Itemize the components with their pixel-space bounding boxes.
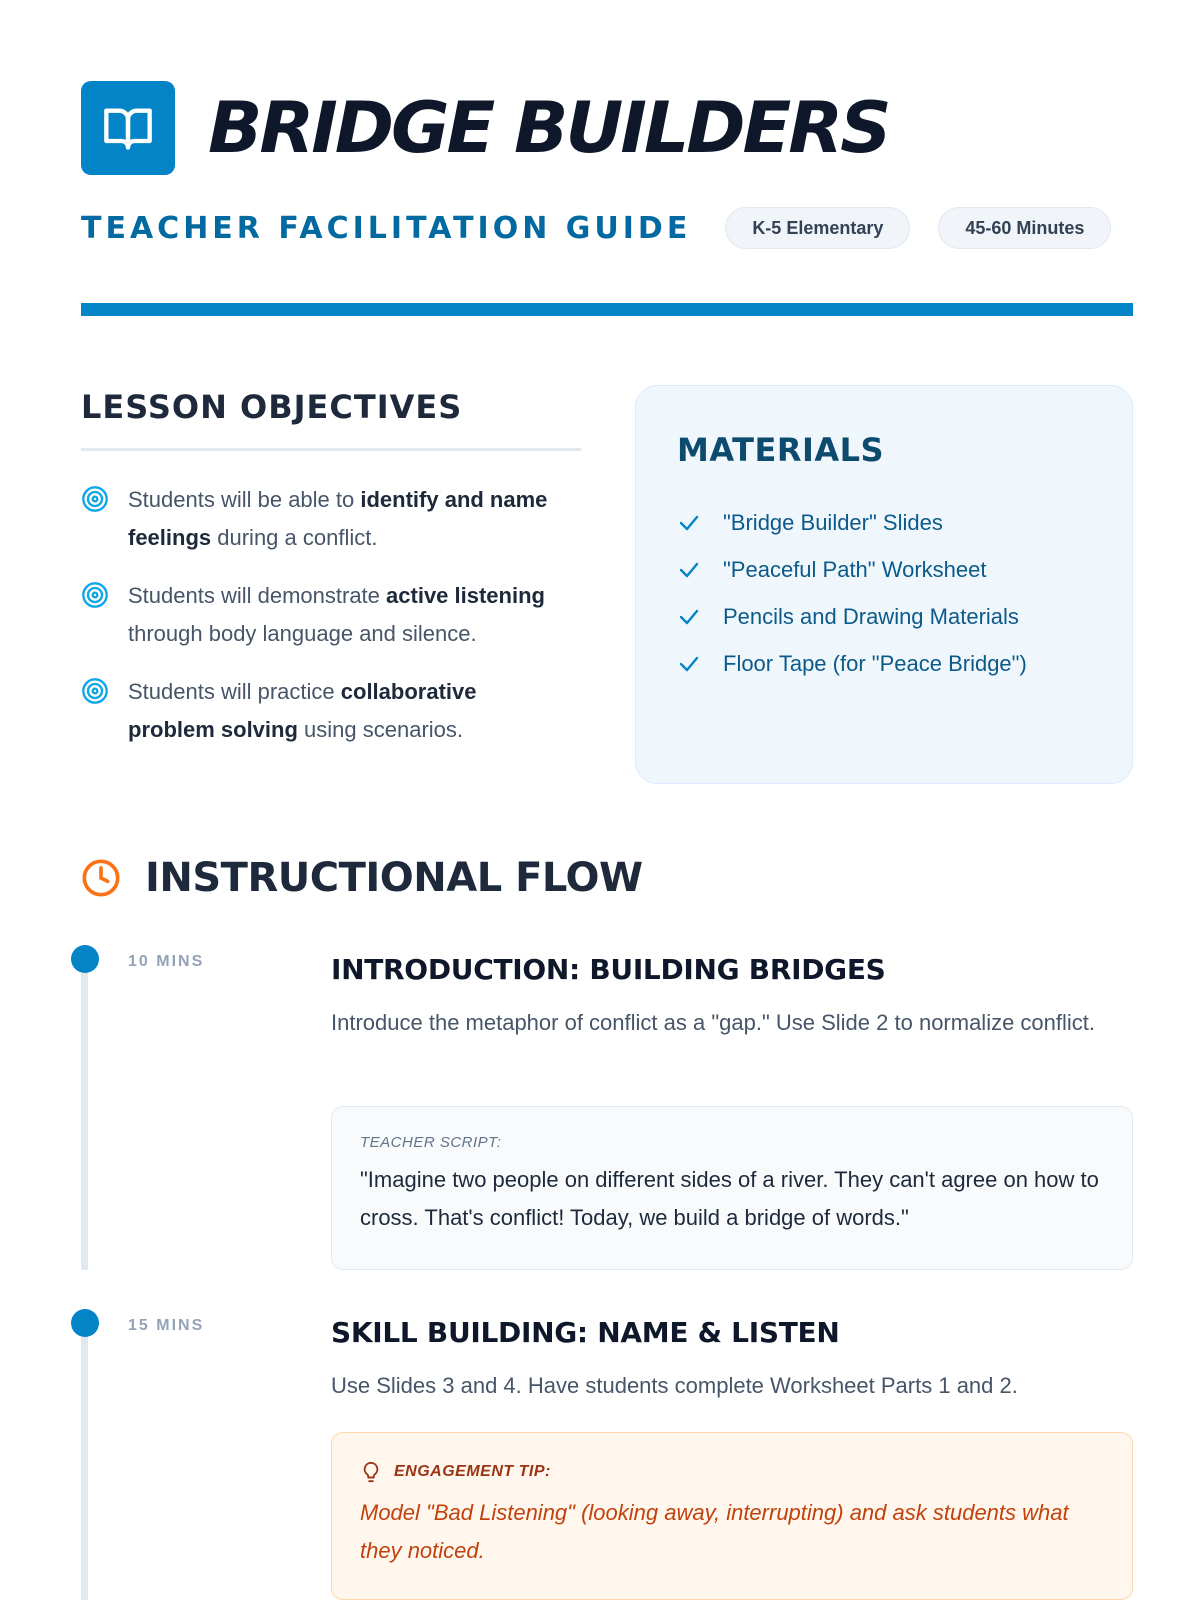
guide-subtitle: TEACHER FACILITATION GUIDE <box>81 210 692 246</box>
target-icon <box>81 581 109 609</box>
title-row <box>81 81 1133 175</box>
step-duration: 10 MINS <box>128 953 205 970</box>
step-description: Use Slides 3 and 4. Have students complete Worksheet Parts 1 and 2. <box>331 1373 1018 1398</box>
objectives-divider <box>81 448 581 451</box>
check-icon <box>677 652 701 676</box>
material-item <box>677 499 1091 546</box>
material-label: "Bridge Builder" Slides <box>723 509 943 535</box>
objective-text: Students will demonstrate active listening through body language and silence. <box>128 583 545 646</box>
material-item <box>677 593 1091 640</box>
engagement-tip-header <box>360 1460 1104 1484</box>
timeline-dot <box>71 1309 99 1337</box>
flow-heading: INSTRUCTIONAL FLOW <box>145 855 643 901</box>
objectives-section <box>81 388 581 769</box>
subtitle-row <box>81 206 1133 250</box>
flow-heading-row <box>81 855 643 901</box>
objective-item <box>81 577 581 653</box>
header-divider <box>81 303 1133 316</box>
objectives-list <box>81 481 581 749</box>
material-item <box>677 546 1091 593</box>
materials-list <box>677 499 1091 687</box>
timeline-line <box>81 958 88 1270</box>
timeline-line <box>81 1322 88 1600</box>
app-title: BRIDGE BUILDERS <box>208 87 889 169</box>
step-title: INTRODUCTION: BUILDING BRIDGES <box>331 953 886 986</box>
target-icon <box>81 485 109 513</box>
timeline-dot <box>71 945 99 973</box>
objective-item <box>81 481 581 557</box>
check-icon <box>677 511 701 535</box>
check-icon <box>677 605 701 629</box>
teacher-script-label: TEACHER SCRIPT: <box>360 1134 502 1151</box>
materials-card <box>635 385 1133 784</box>
clock-icon <box>81 858 121 898</box>
material-label: Floor Tape (for "Peace Bridge") <box>723 650 1027 676</box>
teacher-script-text: "Imagine two people on different sides of a river. They can't agree on how to cross. That's conflict! Today, we build a bridge of words." <box>360 1167 1099 1230</box>
materials-heading: MATERIALS <box>677 431 885 469</box>
step-description: Introduce the metaphor of conflict as a "gap." Use Slide 2 to normalize conflict. <box>331 1010 1096 1035</box>
check-icon <box>677 558 701 582</box>
duration-badge: 45-60 Minutes <box>938 207 1111 249</box>
page-header <box>81 81 1133 250</box>
material-label: Pencils and Drawing Materials <box>723 603 1019 629</box>
objective-text: Students will practice collaborative problem solving using scenarios. <box>128 679 477 742</box>
lightbulb-icon <box>360 1460 382 1484</box>
engagement-tip-box <box>331 1432 1133 1600</box>
engagement-tip-text: Model "Bad Listening" (looking away, interrupting) and ask students what they noticed. <box>360 1500 1069 1563</box>
teacher-script-box <box>331 1106 1133 1270</box>
objective-item <box>81 673 581 749</box>
material-label: "Peaceful Path" Worksheet <box>723 556 987 582</box>
grade-badge: K-5 Elementary <box>725 207 910 249</box>
open-book-icon <box>102 102 154 154</box>
step-title: SKILL BUILDING: NAME & LISTEN <box>331 1316 840 1349</box>
step-duration: 15 MINS <box>128 1317 205 1334</box>
logo <box>81 81 175 175</box>
target-icon <box>81 677 109 705</box>
material-item <box>677 640 1091 687</box>
objective-text: Students will be able to identify and name feelings during a conflict. <box>128 487 548 550</box>
objectives-heading: LESSON OBJECTIVES <box>81 388 463 426</box>
engagement-tip-label: ENGAGEMENT TIP: <box>394 1463 551 1480</box>
